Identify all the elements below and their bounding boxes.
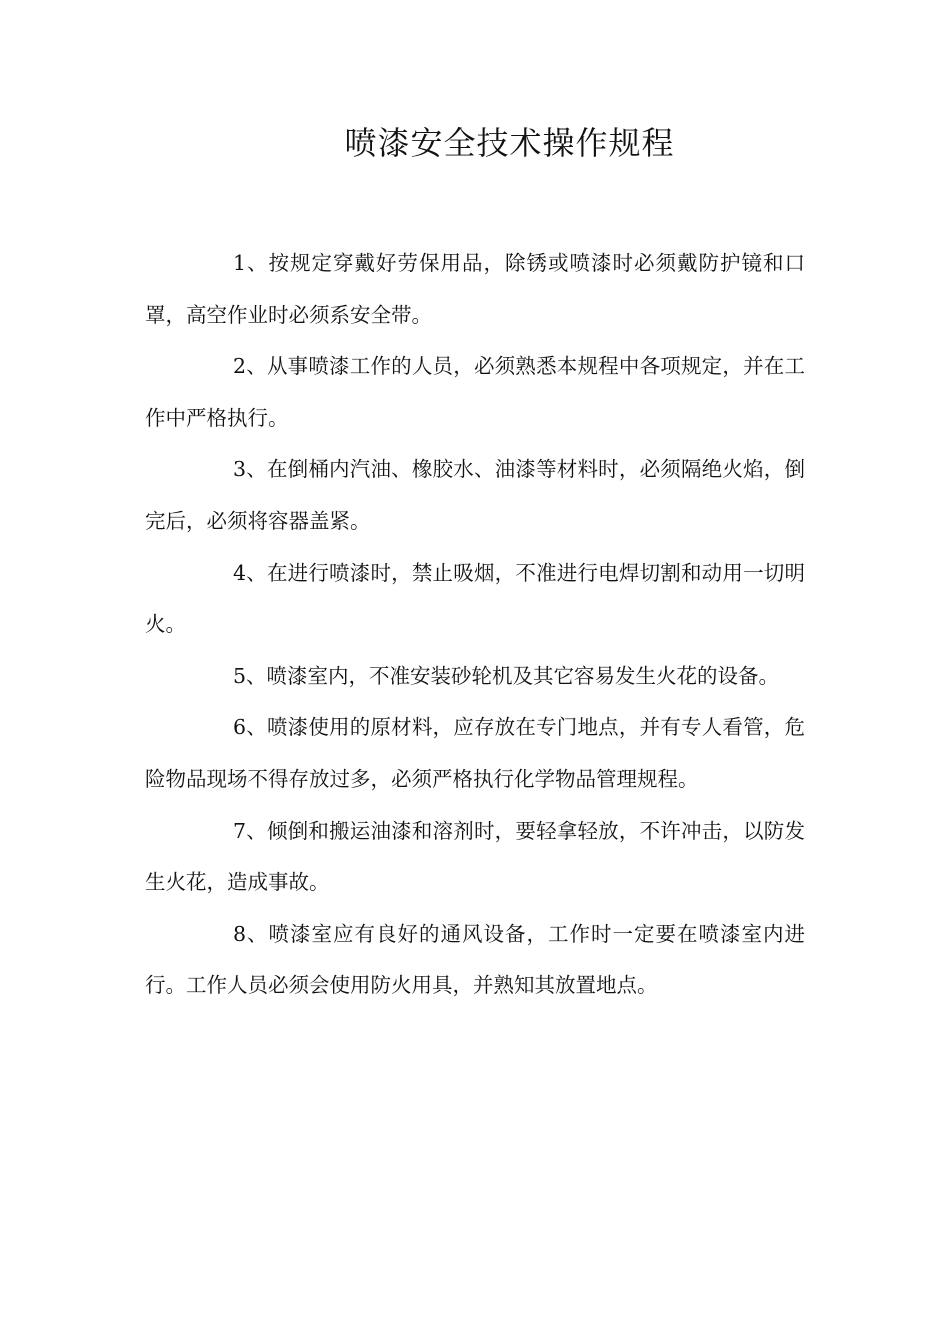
document-body bbox=[145, 238, 805, 1012]
rule-paragraph-7: 7、倾倒和搬运油漆和溶剂时，要轻拿轻放，不许冲击，以防发生火花，造成事故。 bbox=[145, 818, 805, 895]
rule-paragraph-5: 5、喷漆室内，不准安装砂轮机及其它容易发生火花的设备。 bbox=[233, 663, 780, 688]
rule-paragraph-6: 6、喷漆使用的原材料，应存放在专门地点，并有专人看管，危险物品现场不得存放过多，必须严格执行化学物品管理规程。 bbox=[145, 715, 805, 791]
rule-paragraph-1: 1、按规定穿戴好劳保用品，除锈或喷漆时必须戴防护镜和口罩，高空作业时必须系安全带。 bbox=[145, 251, 805, 327]
rule-paragraph-4: 4、在进行喷漆时，禁止吸烟，不准进行电焊切割和动用一切明火。 bbox=[145, 560, 805, 637]
rule-paragraph-8: 8、喷漆室应有良好的通风设备，工作时一定要在喷漆室内进行。工作人员必须会使用防火用具，并熟知其放置地点。 bbox=[145, 921, 805, 998]
document-title: 喷漆安全技术操作规程 bbox=[344, 124, 675, 162]
rule-paragraph-2: 2、从事喷漆工作的人员，必须熟悉本规程中各项规定，并在工作中严格执行。 bbox=[145, 354, 805, 430]
rule-paragraph-3: 3、在倒桶内汽油、橡胶水、油漆等材料时，必须隔绝火焰，倒完后，必须将容器盖紧。 bbox=[145, 457, 805, 533]
